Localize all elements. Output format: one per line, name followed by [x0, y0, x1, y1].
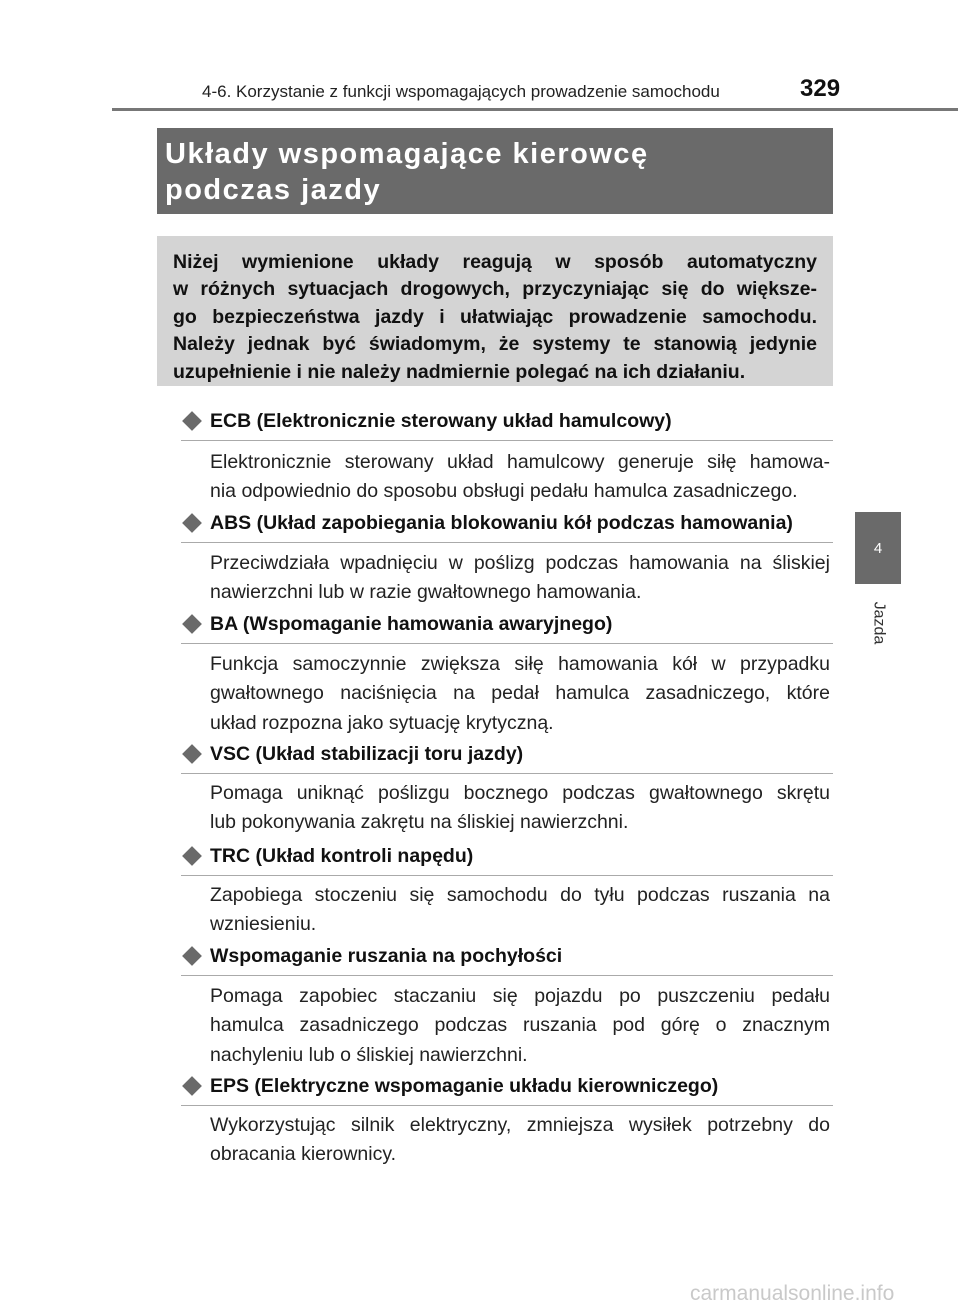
section-ecb-body [210, 448, 830, 507]
body-line: układ rozpozna jako sytuację krytyczną. [210, 711, 554, 734]
body-line: nia odpowiednio do sposobu obsługi pedału hamulca zasadniczego. [210, 480, 798, 503]
page-title [157, 128, 833, 214]
section-eps-heading [181, 1073, 833, 1106]
diamond-bullet-icon [182, 946, 202, 966]
section-abs-heading [181, 510, 833, 543]
section-trc-heading [181, 843, 833, 876]
body-line: wzniesieniu. [210, 913, 317, 936]
diamond-bullet-icon [182, 513, 202, 533]
intro-line: uzupełnienie i nie należy nadmiernie polegać na ich działaniu. [173, 360, 746, 383]
section-title: ABS (Układ zapobiegania blokowaniu kół podczas hamowania) [210, 512, 793, 534]
diamond-bullet-icon [182, 744, 202, 764]
intro-box [157, 236, 833, 386]
section-ba-heading [181, 611, 833, 644]
section-ba-body [210, 650, 830, 738]
diamond-bullet-icon [182, 846, 202, 866]
body-line: Przeciwdziała wpadnięciu w poślizg podczas hamowania na śliskiej [210, 552, 830, 574]
body-line: gwałtownego naciśnięcia na pedał hamulca zasadniczego, które [210, 682, 830, 705]
section-vsc-body [210, 779, 830, 838]
section-abs-body [210, 549, 830, 608]
section-title: ECB (Elektronicznie sterowany układ hamulcowy) [210, 410, 672, 432]
header-divider [112, 108, 958, 111]
page-header [0, 70, 960, 110]
section-title: EPS (Elektryczne wspomaganie układu kierowniczego) [210, 1075, 719, 1097]
section-title: Wspomaganie ruszania na pochyłości [210, 945, 563, 967]
diamond-bullet-icon [182, 411, 202, 431]
body-line: nachyleniu lub o śliskiej nawierzchni. [210, 1043, 528, 1066]
body-line: nawierzchni lub w razie gwałtownego hamowania. [210, 581, 642, 604]
watermark: carmanualsonline.info [690, 1282, 895, 1305]
section-eps-body [210, 1111, 830, 1170]
section-title: BA (Wspomaganie hamowania awaryjnego) [210, 613, 613, 635]
intro-line: w różnych sytuacjach drogowych, przyczyniając się do większe- [173, 278, 817, 301]
body-line: Pomaga uniknąć poślizgu bocznego podczas gwałtownego skrętu [210, 782, 830, 804]
title-line-2: podczas jazdy [165, 174, 382, 206]
body-line: Elektronicznie sterowany układ hamulcowy generuje siłę hamowa- [210, 451, 830, 473]
body-line: Wykorzystując silnik elektryczny, zmniejsza wysiłek potrzebny do [210, 1114, 830, 1136]
section-hill-start-body [210, 982, 830, 1070]
section-trc-body [210, 881, 830, 940]
section-vsc-heading [181, 741, 833, 774]
diamond-bullet-icon [182, 1076, 202, 1096]
section-hill-start-heading [181, 943, 833, 976]
chapter-label-text: Jazda [870, 601, 888, 645]
intro-line: Należy jednak być świadomym, że systemy te stanowią jedynie [173, 333, 817, 356]
diamond-bullet-icon [182, 614, 202, 634]
page-number: 329 [800, 75, 841, 102]
body-line: Pomaga zapobiec staczaniu się pojazdu po puszczeniu pedału [210, 985, 830, 1007]
intro-line: Niżej wymienione układy reagują w sposób automatyczny [173, 251, 817, 273]
body-line: hamulca zasadniczego podczas ruszania pod górę o znacznym [210, 1014, 830, 1037]
intro-line: go bezpieczeństwa jazdy i ułatwiając prowadzenie samochodu. [173, 305, 817, 328]
section-title: TRC (Układ kontroli napędu) [210, 845, 474, 867]
body-line: obracania kierownicy. [210, 1143, 397, 1166]
body-line: Funkcja samoczynnie zwiększa siłę hamowania kół w przypadku [210, 653, 830, 675]
body-line: lub pokonywania zakrętu na śliskiej nawierzchni. [210, 811, 629, 834]
chapter-label [866, 588, 890, 658]
chapter-number: 4 [873, 539, 883, 557]
section-ecb-heading [181, 408, 833, 441]
title-line-1: Układy wspomagające kierowcę [165, 138, 649, 170]
section-heading: 4-6. Korzystanie z funkcji wspomagających prowadzenie samochodu [202, 82, 720, 101]
section-title: VSC (Układ stabilizacji toru jazdy) [210, 743, 524, 765]
body-line: Zapobiega stoczeniu się samochodu do tyłu podczas ruszania na [210, 884, 830, 906]
chapter-tab [855, 512, 901, 584]
